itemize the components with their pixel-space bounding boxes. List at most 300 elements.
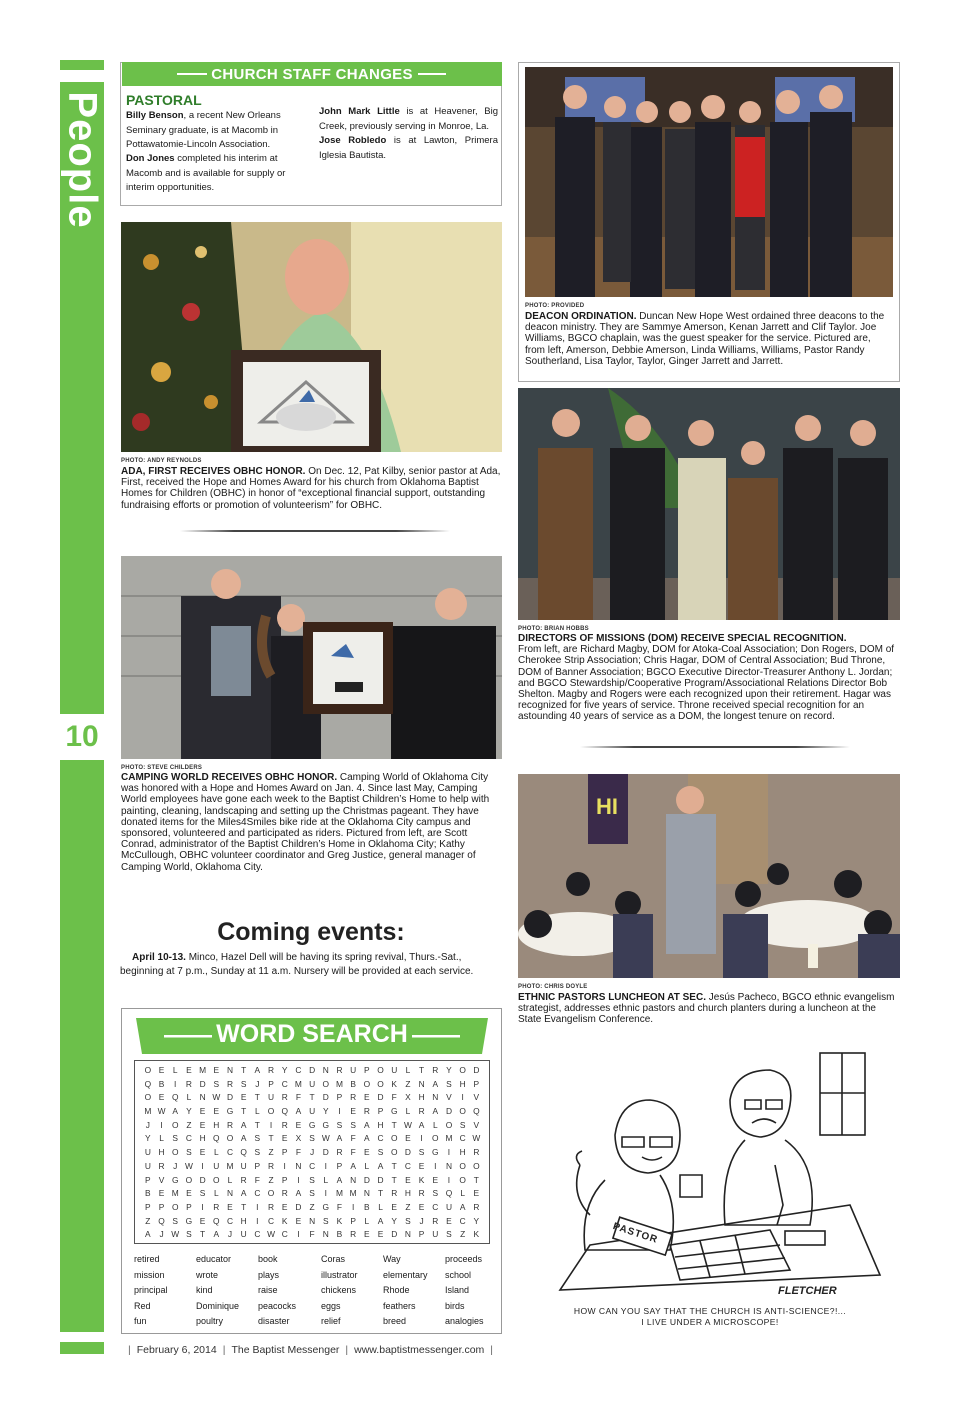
- word-search-letter: B: [145, 1188, 151, 1199]
- word-search-word: illustrator: [321, 1269, 358, 1280]
- word-search-letter: J: [145, 1119, 150, 1130]
- word-search-word-list: [134, 1252, 494, 1330]
- word-search-letter: P: [145, 1174, 151, 1185]
- word-search-letter: E: [213, 1106, 220, 1117]
- word-search-letter: U: [144, 1147, 151, 1158]
- word-search-letter: P: [377, 1106, 384, 1117]
- word-search-letter: O: [171, 1147, 179, 1158]
- word-search-row: [141, 1132, 483, 1146]
- word-search-letter: A: [418, 1119, 425, 1130]
- word-search-letter: D: [377, 1174, 384, 1185]
- word-search-letter: E: [186, 1188, 192, 1199]
- word-search-letter: S: [172, 1215, 179, 1226]
- word-search-letter: T: [473, 1174, 479, 1185]
- word-search-title: WORD SEARCH: [216, 1020, 408, 1048]
- word-search-letter: E: [377, 1229, 384, 1240]
- word-search-letter: C: [309, 1160, 316, 1171]
- word-search-letter: R: [336, 1147, 343, 1158]
- word-search-letter: D: [199, 1078, 206, 1089]
- word-search-letter: N: [432, 1092, 439, 1103]
- word-search-letter: L: [186, 1092, 192, 1103]
- word-search-letter: S: [446, 1078, 452, 1089]
- word-search-letter: Z: [460, 1229, 466, 1240]
- word-search-letter: I: [297, 1174, 300, 1185]
- word-search-letter: S: [309, 1174, 315, 1185]
- word-search-row: [141, 1105, 483, 1119]
- word-search-letter: B: [158, 1078, 165, 1089]
- word-search-letter: O: [144, 1092, 152, 1103]
- word-search-word: disaster: [258, 1316, 290, 1327]
- sidebar-top-bar: [60, 60, 104, 70]
- word-search-letter: P: [336, 1160, 343, 1171]
- word-search-letter: E: [350, 1106, 356, 1117]
- word-search-letter: P: [418, 1229, 425, 1240]
- word-search-letter: O: [459, 1106, 466, 1117]
- word-search-letter: U: [350, 1065, 357, 1075]
- word-search-letter: O: [473, 1160, 480, 1171]
- word-search-letter: B: [336, 1229, 343, 1240]
- word-search-letter: L: [255, 1106, 260, 1117]
- word-search-letter: Q: [445, 1188, 453, 1199]
- word-search-word: relief: [321, 1316, 341, 1327]
- word-search-letter: R: [350, 1092, 357, 1103]
- word-search-letter: Y: [391, 1215, 398, 1226]
- word-search-word: principal: [134, 1285, 168, 1296]
- word-search-letter: O: [267, 1106, 275, 1117]
- word-search-letter: G: [308, 1119, 316, 1130]
- word-search-letter: A: [336, 1133, 343, 1144]
- section-label-text: People: [60, 91, 105, 229]
- word-search-letter: N: [445, 1160, 452, 1171]
- word-search-letter: M: [294, 1078, 302, 1089]
- word-search-letter: R: [281, 1188, 288, 1199]
- ada-photo: [121, 222, 502, 452]
- word-search-letter: G: [171, 1174, 179, 1185]
- word-search-word: Rhode: [383, 1285, 410, 1296]
- word-search-letter: B: [364, 1201, 370, 1212]
- word-search-letter: Y: [473, 1215, 480, 1226]
- word-search-letter: D: [226, 1092, 233, 1103]
- word-search-letter: D: [363, 1174, 370, 1185]
- word-search-letter: O: [390, 1133, 398, 1144]
- word-search-letter: X: [295, 1133, 302, 1144]
- word-search-letter: Q: [473, 1106, 480, 1117]
- word-search-letter: H: [377, 1119, 384, 1130]
- dom-caption: DIRECTORS OF MISSIONS (DOM) RECEIVE SPECIAL RECOGNITION. From left, are Richard Magby, DOM for Atoka-Coal Association; Don Rogers, DOM of Cherokee Strip Association; Chris Hagar, DOM of Central Association; Bud Throne, DOM of Banner Association; BGCO Executive Director-Treasurer Anthony L. Jordan; and BGCO Stewardship/Cooperative Program/Associational Relations Director Bob Shelton. Magby and Rogers were each recognized upon their retirement. Hagar was recognized for five years of service. Throne received special recognition for an astounding 40 years of service as a DOM, the longest tenure on record.: [518, 633, 895, 723]
- section-label: [60, 82, 104, 232]
- svg-text:HI: HI: [596, 794, 618, 819]
- cartoon-caption: HOW CAN YOU SAY THAT THE CHURCH IS ANTI-SCIENCE?!... I LIVE UNDER A MICROSCOPE!: [573, 1306, 847, 1327]
- word-search-letter: T: [309, 1092, 315, 1103]
- word-search-letter: K: [418, 1174, 425, 1185]
- word-search-letter: S: [446, 1229, 452, 1240]
- word-search-letter: S: [186, 1229, 192, 1240]
- word-search-letter: R: [213, 1201, 220, 1212]
- word-search-letter: L: [213, 1147, 219, 1158]
- word-search-letter: Q: [281, 1106, 288, 1117]
- word-search-letter: H: [404, 1188, 411, 1199]
- word-search-letter: E: [418, 1160, 425, 1171]
- word-search-letter: Y: [281, 1065, 288, 1075]
- word-search-letter: R: [281, 1119, 288, 1130]
- word-search-letter: L: [364, 1160, 370, 1171]
- word-search-letter: U: [432, 1229, 439, 1240]
- word-search-letter: S: [459, 1119, 466, 1130]
- word-search-letter: D: [322, 1147, 329, 1158]
- word-search-letter: V: [158, 1174, 165, 1185]
- photo-credit: PHOTO: STEVE CHILDERS: [121, 765, 203, 771]
- word-search-letter: N: [363, 1188, 370, 1199]
- word-search-letter: G: [322, 1201, 330, 1212]
- word-search-word: Dominique: [196, 1300, 240, 1311]
- word-search-word: breed: [383, 1316, 407, 1327]
- word-search-letter: U: [240, 1160, 247, 1171]
- staff-changes-title: CHURCH STAFF CHANGES: [211, 66, 413, 83]
- word-search-letter: H: [459, 1147, 466, 1158]
- word-search-letter: A: [254, 1065, 261, 1075]
- word-search-letter: P: [350, 1215, 356, 1226]
- word-search-letter: O: [363, 1078, 371, 1089]
- camping-caption: CAMPING WORLD RECEIVES OBHC HONOR. Camping World of Oklahoma City was honored with a Hope and Homes Award on Jan. 4. Since last May, Camping World employees have gone each week to the Baptist Children’s Home to help with painting, cleaning, landscaping and setting up the Christmas pageant. They have donated items for the Miles4Smiles bike ride at the Oklahoma City campus and sponsored, volunteered and participated as riders. Pictured from left, are Scott Conrad, administrator of the Baptist Children’s Home in Oklahoma City; Kathy McCullough, OBHC volunteer coordinator and Greg Justice, general manager of Camping World, Oklahoma City.: [121, 772, 490, 873]
- staff-entry: Don Jones completed his interim at Macomb and is available for supply or interim opportunities.: [126, 153, 286, 193]
- word-search-letter: R: [268, 1160, 275, 1171]
- ethnic-photo: [518, 774, 900, 978]
- word-search-letter: V: [446, 1092, 452, 1103]
- word-search-grid: [134, 1060, 490, 1244]
- word-search-letter: I: [201, 1160, 204, 1171]
- word-search-letter: N: [322, 1065, 329, 1075]
- word-search-letter: R: [418, 1106, 425, 1117]
- word-search-letter: Y: [145, 1133, 151, 1144]
- word-search-letter: U: [144, 1160, 151, 1171]
- word-search-letter: Z: [405, 1201, 411, 1212]
- word-search-letter: H: [158, 1147, 165, 1158]
- word-search-letter: O: [459, 1065, 466, 1075]
- word-search-letter: N: [418, 1078, 425, 1089]
- footer-publication: The Baptist Messenger: [231, 1344, 340, 1356]
- word-search-letter: E: [199, 1106, 206, 1117]
- word-search-letter: U: [268, 1092, 275, 1103]
- word-search-letter: E: [364, 1147, 370, 1158]
- word-search-letter: Z: [186, 1119, 192, 1130]
- ethnic-caption: ETHNIC PASTORS LUNCHEON AT SEC. Jesús Pacheco, BGCO ethnic evangelism strategist, addresses ethnic pastors and church planters during a luncheon at the State Evangelism Conference.: [518, 992, 895, 1026]
- word-search-letter: T: [200, 1229, 206, 1240]
- word-search-word: peacocks: [258, 1300, 297, 1311]
- word-search-letter: W: [171, 1229, 180, 1240]
- word-search-letter: L: [460, 1188, 465, 1199]
- word-search-letter: G: [226, 1106, 234, 1117]
- word-search-letter: R: [418, 1188, 425, 1199]
- word-search-letter: H: [213, 1119, 220, 1130]
- word-search-letter: R: [226, 1078, 233, 1089]
- word-search-letter: M: [171, 1188, 179, 1199]
- word-search-letter: N: [322, 1229, 329, 1240]
- word-search-letter: C: [281, 1078, 288, 1089]
- word-search-letter: T: [241, 1065, 247, 1075]
- word-search-letter: E: [364, 1229, 370, 1240]
- word-search-letter: U: [213, 1160, 220, 1171]
- word-search-letter: C: [459, 1215, 466, 1226]
- word-search-row: [141, 1201, 483, 1215]
- word-search-word: fun: [134, 1316, 147, 1327]
- word-search-word: retired: [134, 1254, 160, 1264]
- word-search-letter: E: [227, 1201, 233, 1212]
- word-search-letter: L: [172, 1065, 178, 1075]
- word-search-letter: O: [445, 1119, 453, 1130]
- word-search-letter: S: [254, 1133, 261, 1144]
- word-search-letter: C: [268, 1215, 275, 1226]
- staff-entry: John Mark Little is at Heavener, Big Creek, previously serving in Monroe, La. Jose Robledo is at Lawton, Primera Iglesia Bautista.: [319, 106, 498, 161]
- word-search-letter: A: [240, 1188, 247, 1199]
- word-search-letter: P: [268, 1078, 274, 1089]
- word-search-letter: O: [432, 1133, 439, 1144]
- word-search-letter: A: [364, 1133, 370, 1144]
- word-search-letter: H: [459, 1078, 466, 1089]
- word-search-letter: P: [281, 1147, 288, 1158]
- word-search-letter: O: [226, 1133, 234, 1144]
- word-search-letter: O: [213, 1174, 220, 1185]
- word-search-letter: E: [295, 1215, 302, 1226]
- word-search-letter: I: [201, 1201, 204, 1212]
- word-search-letter: E: [281, 1133, 288, 1144]
- word-search-letter: A: [432, 1078, 439, 1089]
- word-search-letter: E: [432, 1174, 439, 1185]
- word-search-letter: C: [432, 1201, 439, 1212]
- word-search-letter: G: [390, 1106, 398, 1117]
- word-search-letter: U: [309, 1106, 316, 1117]
- word-search-letter: P: [186, 1201, 192, 1212]
- word-search-letter: D: [295, 1201, 302, 1212]
- photo-credit: PHOTO: BRIAN HOBBS: [518, 626, 589, 632]
- word-search-letter: Y: [186, 1106, 192, 1117]
- word-search-letter: S: [309, 1133, 315, 1144]
- word-search-letter: E: [199, 1119, 206, 1130]
- word-search-letter: W: [472, 1133, 481, 1144]
- word-search-letter: W: [157, 1106, 166, 1117]
- word-search-letter: P: [145, 1201, 151, 1212]
- word-search-word: feathers: [383, 1300, 416, 1311]
- word-search-row: [141, 1146, 483, 1160]
- word-search-row: [141, 1174, 483, 1188]
- word-search-letter: A: [172, 1106, 179, 1117]
- word-search-letter: I: [297, 1229, 300, 1240]
- word-search-letter: E: [158, 1065, 165, 1075]
- word-search-letter: O: [171, 1201, 179, 1212]
- word-search-letter: G: [322, 1119, 330, 1130]
- word-search-letter: E: [199, 1215, 206, 1226]
- word-search-letter: M: [199, 1065, 207, 1075]
- word-search-word: chickens: [321, 1285, 357, 1296]
- word-search-letter: M: [335, 1078, 343, 1089]
- word-search-word: plays: [258, 1269, 280, 1280]
- word-search-letter: K: [336, 1215, 343, 1226]
- word-search-letter: I: [434, 1160, 437, 1171]
- word-search-letter: E: [158, 1092, 165, 1103]
- word-search-letter: D: [473, 1065, 480, 1075]
- deacon-caption: DEACON ORDINATION. Duncan New Hope West ordained three deacons to the deacon ministry. They are Sammye Amerson, Kenan Jarrett and Clif Taylor. Joe Williams, BGCO chaplain, was the guest speaker for the service. Pictured are, from left, Amerson, Debbie Amerson, Linda Williams, Williams, Pastor Randy Southerland, Lisa Taylor, Taylor, Ginger Jarrett and Jarrett.: [525, 311, 885, 367]
- word-search-letter: L: [213, 1188, 219, 1199]
- word-search-letter: H: [199, 1133, 206, 1144]
- word-search-letter: E: [364, 1092, 370, 1103]
- word-search-letter: U: [309, 1078, 316, 1089]
- word-search-letter: C: [377, 1133, 384, 1144]
- word-search-letter: T: [391, 1160, 397, 1171]
- word-search-letter: R: [432, 1215, 439, 1226]
- word-search-letter: T: [254, 1092, 260, 1103]
- photo-credit: PHOTO: ANDY REYNOLDS: [121, 458, 202, 464]
- word-search-letter: T: [377, 1188, 384, 1199]
- word-search-word: analogies: [445, 1316, 484, 1327]
- word-search-letter: E: [405, 1174, 411, 1185]
- staff-entry: Billy Benson, a recent New Orleans Seminary graduate, is at Macomb in Pottawatomie-Lincoln Association.: [126, 110, 281, 150]
- word-search-letter: P: [158, 1201, 165, 1212]
- word-search-letter: F: [295, 1147, 301, 1158]
- word-search-letter: J: [310, 1147, 315, 1158]
- word-search-letter: I: [461, 1092, 464, 1103]
- word-search-letter: R: [240, 1174, 247, 1185]
- word-search-letter: S: [309, 1188, 315, 1199]
- word-search-word: book: [258, 1254, 278, 1264]
- footer-date: February 6, 2014: [136, 1344, 217, 1356]
- events-text: April 10-13. Minco, Hazel Dell will be having its spring revival, Thurs.-Sat., beginning at 7 p.m., Sunday at 11 a.m. Nursery will be provided at each service.: [120, 952, 474, 977]
- word-search-letter: Y: [322, 1106, 329, 1117]
- word-search-letter: O: [390, 1147, 398, 1158]
- word-search-letter: A: [350, 1160, 356, 1171]
- word-search-letter: I: [338, 1106, 341, 1117]
- word-search-letter: C: [404, 1160, 411, 1171]
- word-search-letter: W: [184, 1160, 193, 1171]
- word-search-letter: V: [473, 1119, 480, 1130]
- word-search-letter: F: [336, 1201, 343, 1212]
- word-search-letter: K: [391, 1078, 398, 1089]
- events-title: Coming events:: [217, 918, 405, 946]
- word-search-letter: R: [391, 1188, 398, 1199]
- word-search-letter: V: [473, 1092, 480, 1103]
- word-search-letter: M: [144, 1106, 152, 1117]
- word-search-word: wrote: [196, 1269, 219, 1280]
- word-search-letter: Y: [446, 1065, 452, 1075]
- word-search-letter: A: [295, 1188, 302, 1199]
- word-search-letter: E: [158, 1188, 165, 1199]
- word-search-letter: C: [185, 1133, 192, 1144]
- word-search-letter: R: [432, 1065, 439, 1075]
- word-search-letter: J: [255, 1078, 260, 1089]
- word-search-letter: R: [185, 1078, 192, 1089]
- word-search-letter: O: [322, 1078, 330, 1089]
- word-search-letter: I: [174, 1078, 177, 1089]
- word-search-letter: I: [283, 1160, 286, 1171]
- word-search-word: school: [445, 1269, 472, 1280]
- word-search-letter: E: [391, 1201, 398, 1212]
- sidebar-bar-lower: [60, 760, 104, 1332]
- cartoon-illustration: [520, 1045, 900, 1335]
- word-search-letter: E: [199, 1147, 206, 1158]
- word-search-letter: O: [185, 1174, 193, 1185]
- word-search-letter: E: [213, 1065, 220, 1075]
- word-search-letter: P: [473, 1078, 480, 1089]
- word-search-letter: O: [377, 1065, 384, 1075]
- footer-url[interactable]: www.baptistmessenger.com: [354, 1344, 485, 1356]
- word-search-letter: R: [226, 1119, 233, 1130]
- word-search-letter: N: [404, 1229, 411, 1240]
- word-search-word: birds: [445, 1300, 465, 1311]
- word-search-letter: T: [419, 1065, 425, 1075]
- word-search-letter: Q: [158, 1215, 165, 1226]
- word-search-letter: X: [405, 1092, 411, 1103]
- page-footer: | February 6, 2014 | The Baptist Messenger | www.baptistmessenger.com |: [128, 1344, 494, 1356]
- word-search-letter: A: [213, 1229, 220, 1240]
- word-search-letter: A: [364, 1119, 370, 1130]
- word-search-letter: O: [267, 1188, 275, 1199]
- word-search-letter: W: [321, 1133, 330, 1144]
- word-search-letter: N: [309, 1215, 316, 1226]
- word-search-letter: R: [268, 1065, 275, 1075]
- staff-changes-header: [122, 62, 502, 86]
- word-search-letter: P: [281, 1174, 288, 1185]
- word-search-letter: S: [186, 1147, 192, 1158]
- word-search-letter: D: [309, 1065, 316, 1075]
- dom-photo: [518, 388, 900, 620]
- word-search-letter: E: [446, 1215, 452, 1226]
- word-search-word: mission: [134, 1269, 165, 1280]
- word-search-word: proceeds: [445, 1254, 483, 1264]
- word-search-letter: U: [445, 1201, 452, 1212]
- word-search-letter: I: [420, 1133, 423, 1144]
- word-search-letter: N: [199, 1092, 206, 1103]
- word-search-letter: O: [171, 1119, 179, 1130]
- word-search-letter: T: [391, 1174, 397, 1185]
- word-search-word: Way: [383, 1254, 401, 1264]
- word-search-letter: K: [473, 1229, 480, 1240]
- word-search-letter: K: [281, 1215, 288, 1226]
- word-search-letter: O: [144, 1065, 152, 1075]
- word-search-word: Coras: [321, 1254, 346, 1264]
- page-number: 10: [65, 720, 99, 753]
- word-search-letter: R: [158, 1160, 165, 1171]
- word-search-letter: R: [473, 1147, 480, 1158]
- word-search-row: [141, 1160, 483, 1174]
- word-search-letter: S: [213, 1078, 220, 1089]
- word-search-row: [141, 1078, 483, 1092]
- word-search-letter: I: [269, 1119, 273, 1130]
- word-search-letter: R: [350, 1229, 357, 1240]
- word-search-letter: H: [240, 1215, 247, 1226]
- word-search-letter: R: [281, 1092, 288, 1103]
- word-search-letter: S: [254, 1147, 261, 1158]
- word-search-letter: L: [364, 1215, 370, 1226]
- word-search-letter: M: [349, 1188, 357, 1199]
- word-search-letter: C: [295, 1065, 302, 1075]
- word-search-word: eggs: [321, 1300, 341, 1311]
- word-search-letter: E: [295, 1119, 302, 1130]
- word-search-letter: J: [419, 1215, 424, 1226]
- word-search-letter: L: [323, 1174, 329, 1185]
- word-search-letter: A: [240, 1119, 247, 1130]
- word-search-letter: Z: [268, 1174, 274, 1185]
- word-search-letter: L: [432, 1119, 438, 1130]
- word-search-letter: E: [240, 1092, 247, 1103]
- word-search-letter: R: [268, 1201, 275, 1212]
- word-search-letter: I: [256, 1201, 259, 1212]
- word-search-letter: A: [336, 1174, 343, 1185]
- word-search-letter: F: [254, 1174, 260, 1185]
- word-search-letter: C: [281, 1229, 288, 1240]
- word-search-letter: S: [432, 1188, 439, 1199]
- word-search-letter: D: [322, 1092, 329, 1103]
- word-search-letter: Q: [171, 1092, 179, 1103]
- word-search-letter: O: [459, 1160, 466, 1171]
- word-search-letter: E: [281, 1201, 288, 1212]
